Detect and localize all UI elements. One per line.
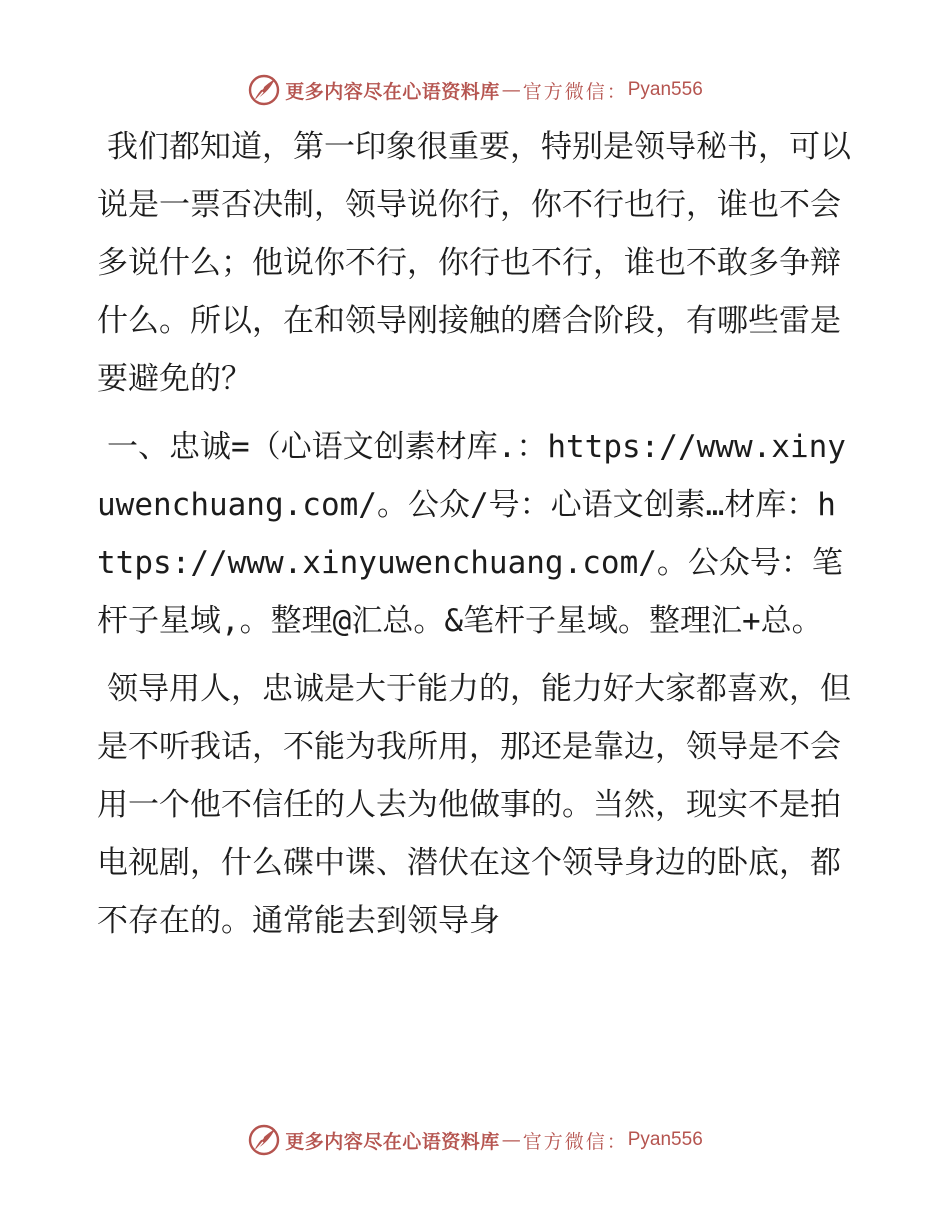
banner-wechat-id: Pyan556 xyxy=(627,79,703,100)
banner-official-label: 官方微信： xyxy=(522,1130,628,1153)
paragraph-section-heading: 一、忠诚=（心语文创素材库.：https://www.xinyuwenchuang.com/。公众/号：心语文创素…材库：https://www.xinyuwenchuang.com/。公众号：笔杆子星域,。整理@汇总。&笔杆子星域。整理汇+总。 xyxy=(97,429,846,639)
header-banner xyxy=(0,70,950,110)
footer-banner xyxy=(0,1120,950,1160)
banner-wechat-id: Pyan556 xyxy=(627,1129,703,1150)
paragraph-intro: 我们都知道，第一印象很重要，特别是领导秘书，可以说是一票否决制，领导说你行，你不行也行，谁也不会多说什么；他说你不行，你行也不行，谁也不敢多争辩什么。所以，在和领导刚接触的磨合阶段，有哪些雷是要避免的？ xyxy=(97,129,851,397)
paragraph-loyalty: 领导用人，忠诚是大于能力的，能力好大家都喜欢，但是不听我话，不能为我所用，那还是靠边，领导是不会用一个他不信任的人去为他做事的。当然，现实不是拍电视剧，什么碟中谍、潜伏在这个领导身边的卧底，都不存在的。通常能去到领导身 xyxy=(97,671,851,939)
banner-official-label: 官方微信： xyxy=(522,80,628,103)
document-body xyxy=(97,118,853,950)
banner-dash: — xyxy=(501,79,521,101)
banner-brand-text: 更多内容尽在心语资料库 xyxy=(285,1130,500,1153)
quill-pen-logo-icon xyxy=(247,73,281,107)
quill-pen-logo-icon xyxy=(247,1123,281,1157)
banner-brand-text: 更多内容尽在心语资料库 xyxy=(285,80,500,103)
banner-dash: — xyxy=(501,1129,521,1151)
